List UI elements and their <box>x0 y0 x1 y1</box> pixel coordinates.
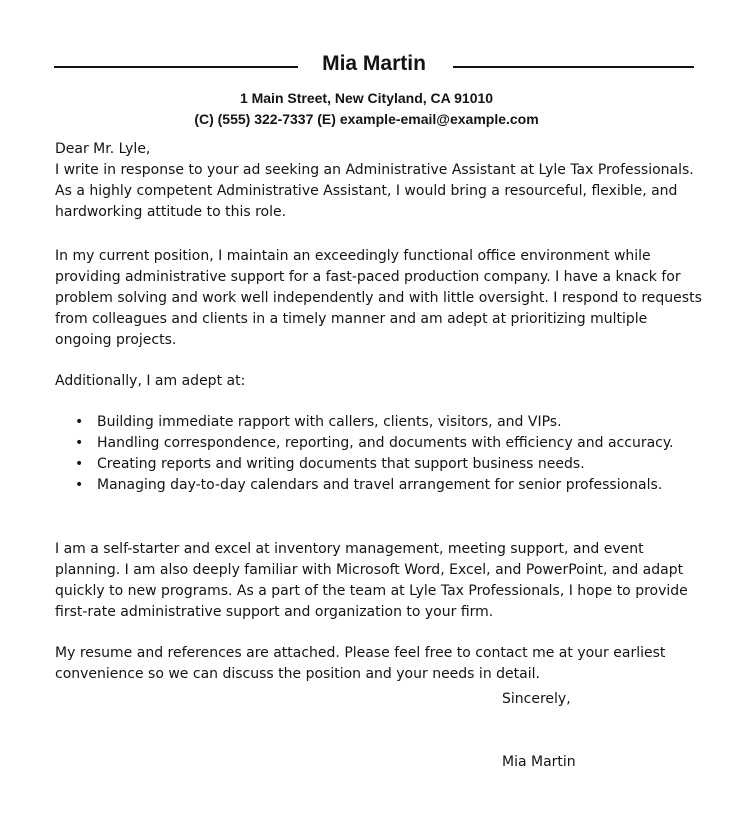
paragraph-self-starter: I am a self-starter and excel at inventory management, meeting support, and event planning. I am also deeply familiar with Microsoft Word, Excel, and PowerPoint, and adapt quickly to new programs. As a part of the team at Lyle Tax Professionals, I hope to provide first-rate administrative support and organization to your firm. <box>55 541 688 620</box>
bullet-icon: • <box>75 435 84 451</box>
header-rule-right <box>453 66 694 68</box>
bullet-icon: • <box>75 477 84 493</box>
sender-name: Mia Martin <box>322 52 426 75</box>
paragraph-skills-lead: Additionally, I am adept at: <box>55 373 246 389</box>
sender-address: 1 Main Street, New Cityland, CA 91010 <box>239 90 494 106</box>
paragraph-closing: My resume and references are attached. Please feel free to contact me at your earliest convenience so we can discuss the position and your needs in detail. <box>55 645 666 682</box>
greeting: Dear Mr. Lyle, <box>55 141 151 157</box>
sender-contact: (C) (555) 322-7337 (E) example-email@example.com <box>194 111 539 127</box>
paragraph-intro: I write in response to your ad seeking an Administrative Assistant at Lyle Tax Professionals. As a highly competent Administrative Assistant, I would bring a resourceful, flexible, and hardworking attitude to this role. <box>55 162 694 220</box>
closing-salutation: Sincerely, <box>502 691 571 707</box>
list-item <box>55 454 705 475</box>
bullet-icon: • <box>75 414 84 430</box>
list-item-text: Building immediate rapport with callers, clients, visitors, and VIPs. <box>97 414 562 430</box>
list-item <box>55 475 705 496</box>
bullet-icon: • <box>75 456 84 472</box>
signature-name: Mia Martin <box>502 754 576 770</box>
list-item-text: Creating reports and writing documents that support business needs. <box>97 456 585 472</box>
list-item-text: Managing day-to-day calendars and travel arrangement for senior professionals. <box>97 477 663 493</box>
paragraph-current-position: In my current position, I maintain an exceedingly functional office environment while providing administrative support for a fast-paced production company. I have a knack for problem solving and work well independently and with little oversight. I respond to requests from colleagues and clients in a timely manner and am adept at prioritizing multiple ongoing projects. <box>55 248 702 348</box>
letterhead <box>54 50 694 84</box>
skills-list <box>55 412 705 496</box>
list-item <box>55 412 705 433</box>
list-item <box>55 433 705 454</box>
list-item-text: Handling correspondence, reporting, and documents with efficiency and accuracy. <box>97 435 674 451</box>
